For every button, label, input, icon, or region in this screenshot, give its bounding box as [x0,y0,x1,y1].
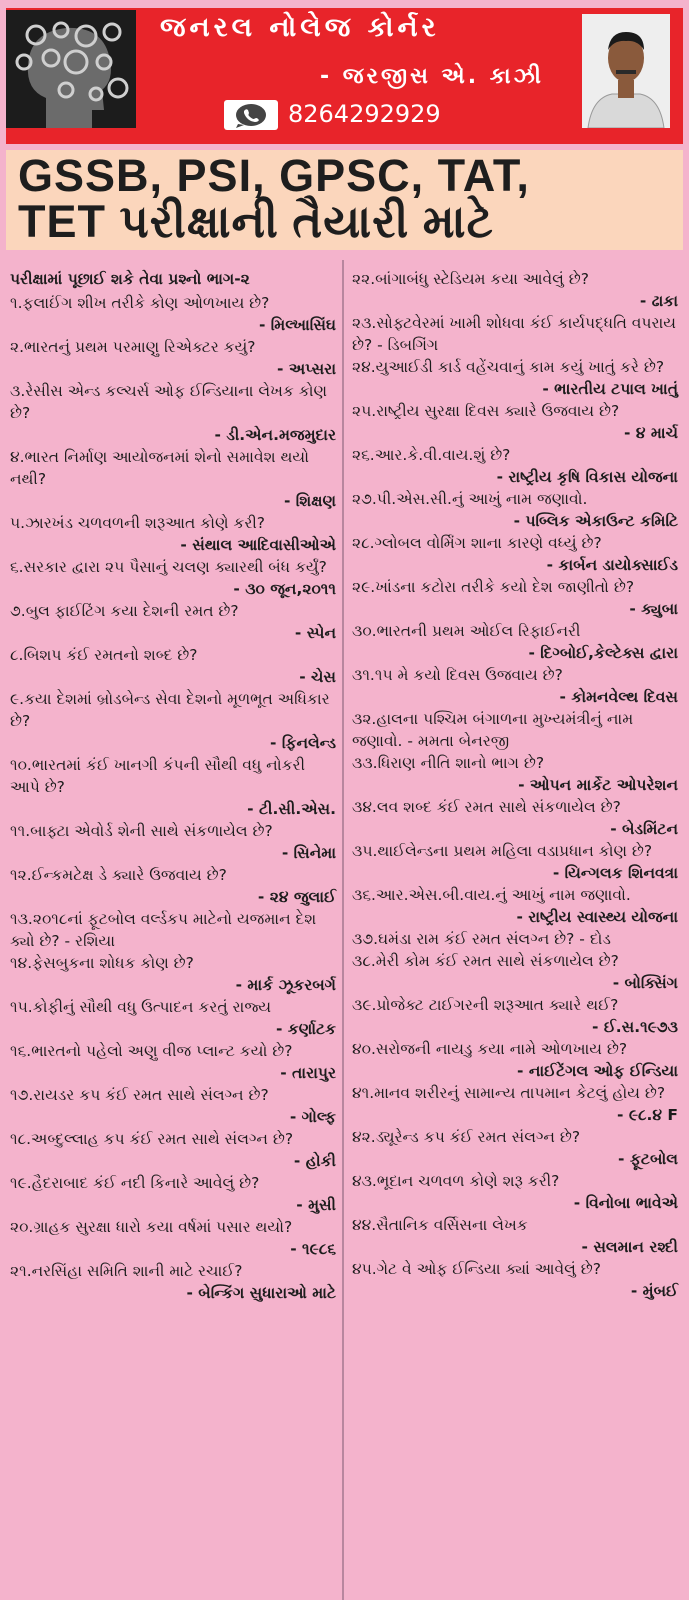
answer-text: - સિનેમા [281,844,336,862]
answer-text: - રાષ્ટ્રીય કૃષિ વિકાસ યોજના [496,468,678,486]
question-text: ૨૪.યુઆઈડી કાર્ડ વહેંચવાનું કામ કયું ખાતું કરે છે? [352,358,665,376]
author-portrait-icon [582,14,670,128]
qa-column-right [352,268,678,1302]
answer-text: - તારાપુર [280,1064,336,1082]
question-text: ૨૬.આર.કે.વી.વાય.શું છે? [352,446,511,464]
answer-text: - કોમનવેલ્થ દિવસ [559,688,678,706]
question-text: ૨૯.ખાંડના કટોરા તરીકે કયો દેશ જાણીતો છે? [352,578,635,596]
question-text: ૧૯.હૈદરાબાદ કંઈ નદી કિનારે આવેલું છે? [10,1174,260,1192]
header-author: - જરજીસ એ. કાઝી [320,64,544,89]
column-divider [342,260,344,1600]
question-text: ૪૦.સરોજની નાયડુ કયા નામે ઓળખાય છે? [352,1040,628,1058]
question-text: ૩.રેસીસ એન્ડ કલ્ચર્સ ઓફ ઈન્ડિયાના લેખક કોણ છે? [10,382,328,422]
answer-text: - નાઈટેંગલ ઓફ ઈન્ડિયા [516,1062,678,1080]
answer-text: - મુંબઈ [630,1282,678,1300]
question-text: ૩૦.ભારતની પ્રથમ ઓઈલ રિફાઈનરી [352,622,581,640]
answer-text: - ગોલ્ફ [289,1108,336,1126]
question-text: ૧૭.રાયડર કપ કંઈ રમત સાથે સંલગ્ન છે? [10,1086,269,1104]
question-text: ૨૩.સોફ્ટવેરમાં ખામી શોધવા કંઈ કાર્યપદ્ધતિ વપરાય છે? - ડિબગિંગ [352,314,677,354]
answer-text: - અપ્સરા [276,360,336,378]
answer-text: - દિગ્બોઈ,કેલ્ટેક્સ દ્વારા [528,644,678,662]
answer-text: - બેન્કિંગ સુધારાઓ માટે [186,1284,336,1302]
header-title: જનરલ નોલેજ કોર્નર [160,12,440,43]
question-text: ૨.ભારતનું પ્રથમ પરમાણુ રિએક્ટર કયું? [10,338,256,356]
question-text: ૧૧.બાફ્ટા એવોર્ડ શેની સાથે સંકળાયેલ છે? [10,822,273,840]
question-text: ૩૬.આર.એસ.બી.વાય.નું આખું નામ જણાવો. [352,886,631,904]
question-text: ૩૧.૧૫ મે કયો દિવસ ઉજવાય છે? [352,666,563,684]
question-text: ૪૪.સૈતાનિક વર્સિસના લેખક [352,1216,528,1234]
answer-text: - ડી.એન.મજમુદાર [214,426,336,444]
question-text: ૨૫.રાષ્ટ્રીય સુરક્ષા દિવસ ક્યારે ઉજવાય છે? [352,402,620,420]
question-text: ૪૨.ડ્યૂરેન્ડ કપ કંઈ રમત સંલગ્ન છે? [352,1128,581,1146]
answer-text: - ૩૦ જૂન,૨૦૧૧ [233,580,336,598]
author-photo [582,14,670,128]
question-text: ૨૮.ગ્લોબલ વોર્મિંગ શાના કારણે વધ્યું છે? [352,534,602,552]
answer-text: - માર્ક ઝૂકરબર્ગ [235,976,336,994]
header-phone-number: 8264292929 [288,100,441,128]
question-text: ૧૫.કોફીનું સૌથી વધુ ઉત્પાદન કરતું રાજ્ય [10,998,272,1016]
answer-text: - ૯૮.૪ F [616,1106,678,1124]
answer-text: - ચેસ [299,668,336,686]
banner-line-2: TET પરીક્ષાની તૈયારી માટે [18,196,494,247]
answer-text: - ભારતીય ટપાલ ખાતું [542,380,678,398]
question-text: ૧૦.ભારતમાં કંઈ ખાનગી કંપની સૌથી વધુ નોકરી આપે છે? [10,756,305,796]
answer-text: - મિલ્ખાસિંઘ [258,316,336,334]
whatsapp-phone-icon [224,100,278,130]
answer-text: - ૧૯૮૬ [290,1240,336,1258]
answer-text: - ૪ માર્ચ [624,424,678,442]
banner-line-1: GSSB, PSI, GPSC, TAT, [18,150,530,201]
question-text: ૨૦.ગ્રાહક સુરક્ષા ધારો કયા વર્ષમાં પસાર થયો? [10,1218,293,1236]
question-text: ૧૪.ફેસબુકના શોધક કોણ છે? [10,954,194,972]
question-text: ૮.બિશપ કંઈ રમતનો શબ્દ છે? [10,646,198,664]
question-text: ૫.ઝારખંડ ચળવળની શરૂઆત કોણે કરી? [10,514,266,532]
answer-text: - બોક્સિંગ [612,974,678,992]
answer-text: - બેડમિંટન [610,820,678,838]
question-text: ૬.સરકાર દ્વારા ૨૫ પૈસાનું ચલણ ક્યારથી બંધ કર્યું? [10,558,327,576]
question-text: ૨૧.નરસિંહા સમિતિ શાની માટે રચાઈ? [10,1262,243,1280]
question-text: ૪.ભારત નિર્માણ આયોજનમાં શેનો સમાવેશ થયો નથી? [10,448,309,488]
answer-text: - સંથાલ આદિવાસીઓએ [180,536,336,554]
answer-text: - ઈ.સ.૧૯૭૩ [592,1018,678,1036]
question-text: ૧.ફલાઈંગ શીખ તરીકે કોણ ઓળખાય છે? [10,294,270,312]
question-text: ૩૯.પ્રોજેક્ટ ટાઈગરની શરૂઆત ક્યારે થઈ? [352,996,619,1014]
brain-gears-icon [6,10,136,128]
qa-column-left [10,268,336,1304]
question-text: ૪૧.માનવ શરીરનું સામાન્ય તાપમાન કેટલું હોય છે? [352,1084,666,1102]
answer-text: - રાષ્ટ્રીય સ્વાસ્થ્ય યોજના [516,908,678,926]
answer-text: - કર્ણાટક [275,1020,336,1038]
question-text: ૪૩.ભૂદાન ચળવળ કોણે શરૂ કરી? [352,1172,560,1190]
question-text: ૧૬.ભારતનો પહેલો અણુ વીજ પ્લાન્ટ કયો છે? [10,1042,293,1060]
answer-text: - મુસી [296,1196,336,1214]
answer-text: - ટી.સી.એસ. [247,800,336,818]
question-text: ૨૭.પી.એસ.સી.નું આખું નામ જણાવો. [352,490,588,508]
answer-text: - શિક્ષણ [283,492,336,510]
answer-text: - ૨૪ જુલાઈ [257,888,336,906]
answer-text: - ફિનલેન્ડ [270,734,336,752]
answer-text: - યિન્ગલક શિનવત્રા [552,864,678,882]
answer-text: - સલમાન રશ્દી [581,1238,678,1256]
brain-gears-logo [6,10,136,128]
question-text: ૪૫.ગેટ વે ઓફ ઈન્ડિયા ક્યાં આવેલું છે? [352,1260,601,1278]
answer-text: - સ્પેન [294,624,336,642]
question-text: ૩૮.મેરી કોમ કંઈ રમત સાથે સંકળાયેલ છે? [352,952,619,970]
question-text: ૨૨.બાંગાબંધુ સ્ટેડિયમ કયા આવેલું છે? [352,270,590,288]
answer-text: - પબ્લિક એકાઉન્ટ કમિટિ [513,512,678,530]
answer-text: - ફૂટબોલ [618,1150,678,1168]
section-heading: પરીક્ષામાં પૂછાઈ શકે તેવા પ્રશ્નો ભાગ-૨ [10,270,250,288]
question-text: ૧૩.૨૦૧૮નાં ફૂટબોલ વર્લ્ડકપ માટેનો યજમાન દેશ ક્યો છે? - રશિયા [10,910,317,950]
answer-text: - ઢાકા [639,292,678,310]
answer-text: - કાર્બન ડાયોક્સાઈડ [546,556,678,574]
question-text: ૭.બુલ ફાઈટિંગ કયા દેશની રમત છે? [10,602,239,620]
answer-text: - વિનોબા ભાવેએ [573,1194,678,1212]
answer-text: - હોકી [293,1152,336,1170]
question-text: ૯.કયા દેશમાં બ્રોડબેન્ડ સેવા દેશનો મૂળભૂત અધિકાર છે? [10,690,330,730]
question-text: ૩૪.લવ શબ્દ કંઈ રમત સાથે સંકળાયેલ છે? [352,798,621,816]
question-text: ૩૨.હાલના પશ્ચિમ બંગાળના મુખ્યમંત્રીનું નામ જણાવો. - મમતા બેનરજી [352,710,634,750]
question-text: ૧૨.ઈન્કમટેક્ષ ડે ક્યારે ઉજવાય છે? [10,866,227,884]
answer-text: - ક્યુબા [629,600,678,618]
question-text: ૩૩.ધિરાણ નીતિ શાનો ભાગ છે? [352,754,545,772]
question-text: ૩૭.ઘમંડા રામ કંઈ રમત સંલગ્ન છે? - દોડ [352,930,611,948]
answer-text: - ઓપન માર્કેટ ઓપરેશન [518,776,678,794]
question-text: ૩૫.થાઈલેન્ડના પ્રથમ મહિલા વડાપ્રધાન કોણ છે? [352,842,653,860]
question-text: ૧૮.અબ્દુલ્લાહ કપ કંઈ રમત સાથે સંલગ્ન છે? [10,1130,294,1148]
